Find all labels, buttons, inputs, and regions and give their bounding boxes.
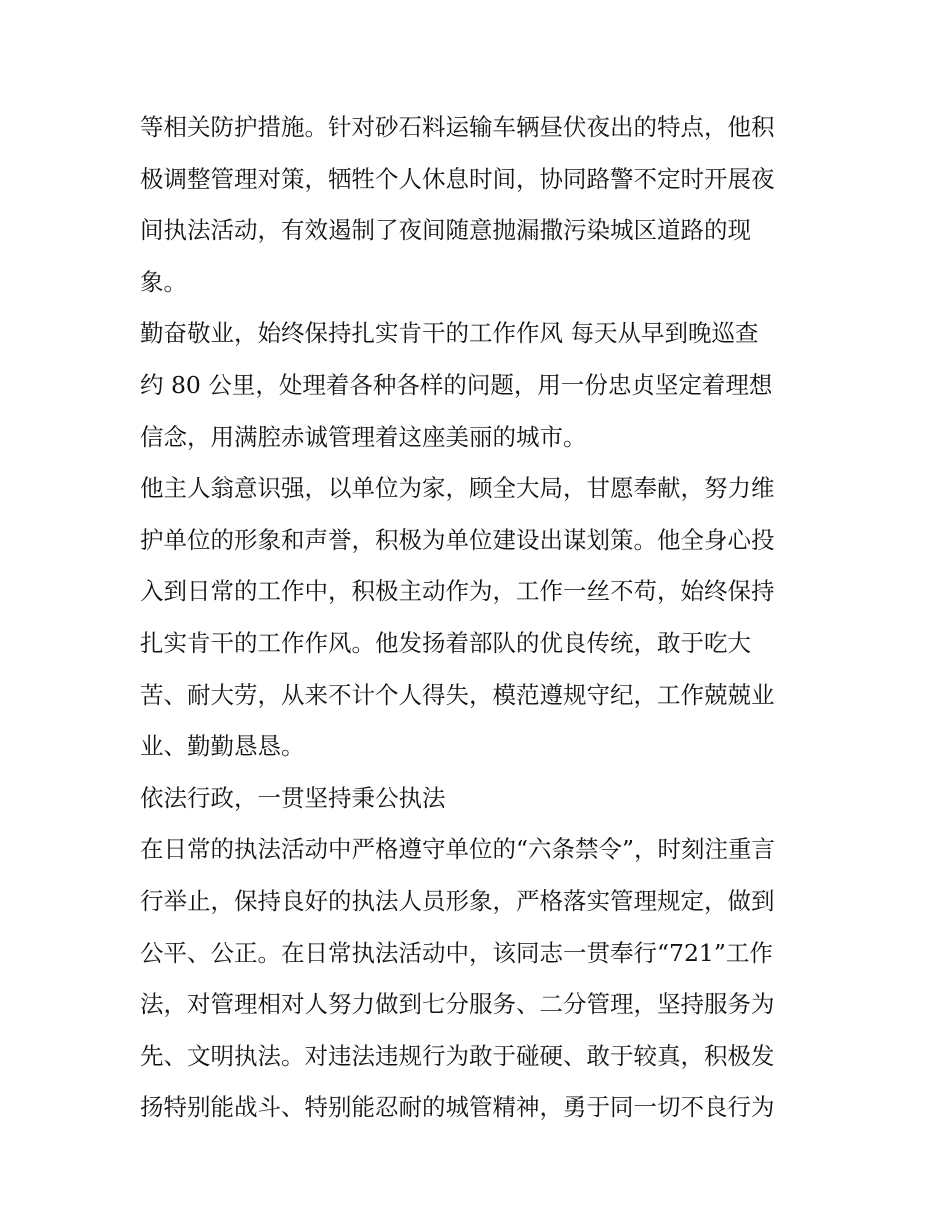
text-line: 信念，用满腔赤诚管理着这座美丽的城市。 [140,422,587,451]
text-line: 入到日常的工作中，积极主动作为，工作一丝不苟，始终保持 [140,577,775,606]
text-line: 象。 [140,267,187,296]
text-line: 行举止，保持良好的执法人员形象，严格落实管理规定，做到 [140,886,775,915]
text-line: 公平、公正。在日常执法活动中，该同志一贯奉行“721”工作 [140,938,773,967]
text-line: 苦、耐大劳，从来不计个人得失，模范遵规守纪，工作兢兢业 [140,680,775,709]
text-line: 他主人翁意识强，以单位为家，顾全大局，甘愿奉献，努力维 [140,474,775,503]
text-line: 间执法活动，有效遏制了夜间随意抛漏撒污染城区道路的现 [140,216,751,245]
text-line: 扬特别能战斗、特别能忍耐的城管精神，勇于同一切不良行为 [140,1093,775,1122]
text-line: 约 80 公里，处理着各种各样的问题，用一份忠贞坚定着理想 [140,370,773,399]
text-line: 极调整管理对策，牺牲个人休息时间，协同路警不定时开展夜 [140,164,775,193]
text-line: 法，对管理相对人努力做到七分服务、二分管理，坚持服务为 [140,990,775,1019]
document-body [140,102,820,1134]
text-line: 先、文明执法。对违法违规行为敢于碰硬、敢于较真，积极发 [140,1041,775,1070]
text-line: 勤奋敬业，始终保持扎实肯干的工作作风 每天从早到晚巡查 [140,319,759,348]
text-line: 在日常的执法活动中严格遵守单位的“六条禁令”，时刻注重言 [140,835,776,864]
text-line: 等相关防护措施。针对砂石料运输车辆昼伏夜出的特点，他积 [140,113,775,141]
text-line: 护单位的形象和声誉，积极为单位建设出谋划策。他全身心投 [140,525,775,554]
text-line: 业、勤勤恳恳。 [140,732,305,761]
text-line: 扎实肯干的工作作风。他发扬着部队的优良传统，敢于吃大 [140,628,751,657]
section-heading: 依法行政，一贯坚持秉公执法 [140,783,446,812]
